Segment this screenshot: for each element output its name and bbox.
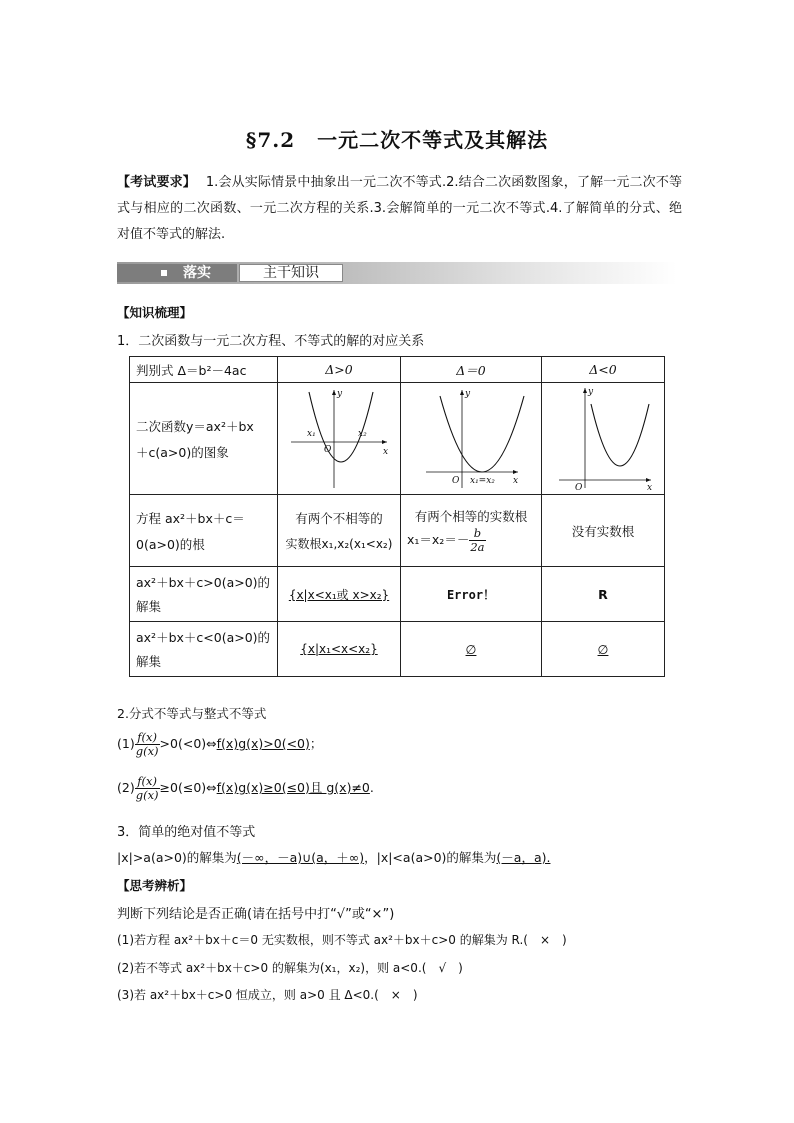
item2-title: 2.分式不等式与整式不等式 (117, 706, 267, 721)
graph-row-label (130, 383, 278, 495)
axis-x-label: x (383, 447, 389, 457)
roots-col2-denominator: 2a (470, 540, 485, 554)
item3-text1: |x|>a(a>0)的解集为 (117, 850, 237, 865)
roots-label-line2: 0(a>0)的根 (136, 536, 205, 552)
table-row-lt (130, 622, 665, 677)
roots-label-line1: 方程 ax²＋bx＋c＝ (136, 510, 245, 526)
gt-label-line2: 解集 (136, 599, 162, 614)
table-row-roots (130, 495, 665, 567)
gt-label-line1: ax²＋bx＋c>0(a>0)的 (136, 575, 271, 590)
axis-x-label: x (513, 476, 519, 486)
graph-label-line2: ＋c(a>0)的图象 (136, 444, 229, 460)
roots-col2-line1: 有两个相等的实数根 (414, 509, 528, 524)
axis-y-label: y (337, 389, 343, 399)
lt-solution-two-roots: {x|x₁<x<x₂} (278, 622, 401, 677)
lt-solution-no-root: ∅ (542, 622, 665, 677)
roots-col2-numerator: b (469, 527, 485, 541)
item3-text (117, 848, 550, 866)
axis-x-label: x (647, 483, 653, 490)
col-delta-zero: Δ＝0 (401, 357, 542, 383)
section-title: 一元二次不等式及其解法 (317, 128, 549, 152)
item2-2-answer: f(x)g(x)≥0(≤0)且 g(x)≠0 (216, 780, 370, 795)
item2-1-prefix: (1) (117, 736, 135, 751)
root-x2-label: x₂ (358, 429, 367, 439)
roots-row-label (130, 495, 278, 567)
col-delta-negative: Δ<0 (542, 357, 665, 383)
item2-1 (117, 731, 322, 758)
lt-solution-double-root: ∅ (401, 622, 542, 677)
axis-y-label: y (465, 389, 471, 399)
axis-y-label: y (588, 387, 594, 397)
gt-solution-two-roots: {x|x<x₁或 x>x₂} (278, 567, 401, 622)
graph-double-root (401, 383, 542, 495)
page-title (0, 124, 794, 153)
relation-table (129, 356, 665, 677)
exam-requirements-text: 1.会从实际情景中抽象出一元二次不等式.2.结合二次函数图象，了解一元二次不等式与相应的二次函数、一元二次方程的关系.3.会解简单的一元二次不等式.4.了解简单的分式、绝对值不等式的解法. (117, 175, 682, 242)
square-bullet-icon (161, 270, 167, 276)
item1-title: 1．二次函数与一元二次方程、不等式的解的对应关系 (117, 334, 425, 349)
thinking-tag: 【思考辨析】 (117, 878, 193, 893)
root-x1-label: x₁ (307, 429, 316, 439)
origin-label: O (575, 483, 583, 490)
item2-2 (117, 775, 374, 802)
graph-two-roots (278, 383, 401, 495)
table-row-gt (130, 567, 665, 622)
item2-2-denominator: g(x) (135, 788, 159, 802)
table-row-graph (130, 383, 665, 495)
item3-answer1: (－∞，－a)∪(a，＋∞) (236, 850, 365, 865)
origin-label: O (324, 445, 332, 455)
double-root-label: x₁=x₂ (470, 476, 495, 486)
roots-col1-line1: 有两个不相等的 (295, 511, 383, 526)
graph-no-root (542, 383, 665, 495)
item3-answer2: (－a，a). (496, 850, 551, 865)
exam-requirements (117, 170, 682, 248)
roots-two-distinct (278, 495, 401, 567)
lt-label-line2: 解集 (136, 654, 162, 669)
section-number: §7.2 (245, 128, 296, 152)
item2-2-end: . (369, 780, 374, 795)
thinking-q2: (2)若不等式 ax²＋bx＋c>0 的解集为(x₁，x₂)，则 a<0.( √ ) (117, 961, 463, 975)
table-header-row (130, 357, 665, 383)
item2-2-mid: ≥0(≤0)⇔ (159, 780, 217, 795)
origin-label: O (452, 476, 460, 486)
banner-left (117, 264, 237, 282)
item2-2-numerator: f(x) (135, 775, 160, 789)
gt-solution-no-root: R (542, 567, 665, 622)
exam-requirements-tag: 【考试要求】 (117, 175, 196, 190)
item2-1-denominator: g(x) (135, 744, 159, 758)
banner-right-label: 主干知识 (239, 264, 343, 282)
item2-1-end: ； (309, 736, 323, 751)
knowledge-tag: 【知识梳理】 (117, 305, 193, 320)
roots-col2-prefix: x₁＝x₂＝－ (407, 532, 470, 547)
lt-row-label (130, 622, 278, 677)
roots-double (401, 495, 542, 567)
roots-col1-line2: 实数根x₁,x₂(x₁<x₂) (285, 537, 393, 551)
thinking-q1: (1)若方程 ax²＋bx＋c＝0 无实数根，则不等式 ax²＋bx＋c>0 的解集为 R.( × ) (117, 933, 567, 947)
banner-left-label: 落实 (183, 265, 211, 281)
gt-row-label (130, 567, 278, 622)
discriminant-label: 判别式 Δ＝b²－4ac (130, 357, 278, 383)
thinking-intro: 判断下列结论是否正确(请在括号中打“√”或“×”) (117, 907, 395, 922)
item2-1-mid: >0(<0)⇔ (159, 736, 217, 751)
thinking-q3: (3)若 ax²＋bx＋c>0 恒成立，则 a>0 且 Δ<0.( × ) (117, 988, 418, 1002)
item2-1-numerator: f(x) (135, 731, 160, 745)
gt-solution-double-root: Error！ (401, 567, 542, 622)
item2-1-answer: f(x)g(x)>0(<0) (216, 736, 310, 751)
graph-label-line1: 二次函数y＝ax²＋bx (136, 418, 254, 434)
section-banner (117, 262, 677, 284)
lt-label-line1: ax²＋bx＋c<0(a>0)的 (136, 630, 271, 645)
item3-text2: ，|x|<a(a>0)的解集为 (364, 850, 497, 865)
item2-2-prefix: (2) (117, 780, 135, 795)
item3-title: 3．简单的绝对值不等式 (117, 825, 256, 840)
roots-none: 没有实数根 (542, 495, 665, 567)
col-delta-positive: Δ>0 (278, 357, 401, 383)
